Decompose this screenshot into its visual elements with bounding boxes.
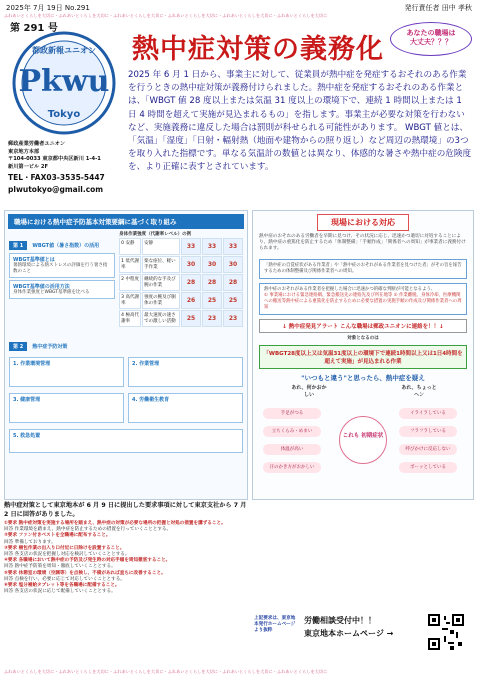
wbgt-usage-box xyxy=(9,280,115,299)
headline-section xyxy=(124,19,474,207)
bubble-line-2: 大丈夫？？？ xyxy=(410,38,452,46)
consult-line-2[interactable]: 東京地本ホームページ → xyxy=(304,629,394,638)
face-label: あれ、ちょっとヘン xyxy=(401,385,437,398)
logo-letters: Pkwu xyxy=(18,64,110,99)
usage-text: 身体作業強度とWBGT基準値を比べる xyxy=(13,290,90,295)
wbgt-text: 暑熱環境による熱ストレスの評価を行う暑さ指数のこと xyxy=(13,263,108,274)
target-conditions: 「WBGT28度以上又は気温31度以上の環境下で連続1時間以上又は1日4時間を超えて実施」が見込まれる作業 xyxy=(259,345,467,369)
faq-title: "いつもと違う"と思ったら、熱中症を疑え xyxy=(301,374,425,382)
org-branch: 東京地方本部 xyxy=(8,148,40,155)
union-logo xyxy=(12,31,116,135)
work-env-box: 1. 作業環境管理 xyxy=(9,357,124,387)
infographic-left xyxy=(4,210,248,500)
wbgt-definition-box xyxy=(9,253,115,278)
page-title: 熱中症対策の義務化 xyxy=(132,34,384,65)
symptom-diagram xyxy=(259,384,467,482)
union-alert: ↓ 熱中症発見アラート こんな職場は郵政ユニオンに連絡を！！↓ xyxy=(259,319,467,333)
row-desc: 強度の腕及び胴体の作業 xyxy=(142,292,180,309)
step2-title: 熱中症予防対策 xyxy=(32,344,68,350)
wbgt-heading: WBGT基準値とは xyxy=(13,257,55,263)
symptom-right: イライラしている xyxy=(399,408,457,419)
right-title: 現場における対応 xyxy=(317,214,409,231)
face-label: あれ、何かおかしい xyxy=(291,385,327,398)
infographic-left-header: 職場における熱中症予防基本対策要綱に基づく取り組み xyxy=(8,214,244,229)
email[interactable]: plwutokyo@gmail.com xyxy=(8,184,104,194)
issue-number: 第 291 号 xyxy=(10,23,58,34)
qr-code-icon[interactable] xyxy=(426,612,466,652)
box2 xyxy=(259,283,467,315)
step1-title: WBGT値（暑さ指数）の活用 xyxy=(32,243,100,249)
step1-tag: 第 1 xyxy=(9,241,27,250)
org-name: 郵政産業労働者ユニオン xyxy=(8,141,66,147)
row-level: 3 高代謝率 xyxy=(119,292,141,309)
consult-main xyxy=(304,614,393,640)
box2-text: 熱中症のおそれがある作業者を把握した場合に迅速かつ的確な判断が可能となるよう、 xyxy=(264,287,436,292)
symptom-left: 手足がつる xyxy=(263,408,321,419)
emergency-box: 5. 救急処置 xyxy=(9,429,243,453)
work-mgmt-box: 2. 作業管理 xyxy=(128,357,243,387)
right-intro: 熱中症のおそれのある労働者を早期に見つけ、その状況に応じ、迅速かつ適切に対処することにより、熱中症の重篤化を防止するため「体制整備」「手順作成」「関係者への周知」が事業者に義務付けられます。 xyxy=(259,234,466,251)
notes-intro: 熱中症対策として東京地本が 6 月 9 日に提出した要求事項に対して東京支社から 7 月 2 日に回答がありました。 xyxy=(4,502,247,518)
symptom-right: フラフラしている xyxy=(399,426,457,437)
row-level: 2 中程度 xyxy=(119,274,141,291)
row-desc: 最大速度の速さでの激しい活動 xyxy=(142,310,180,327)
usage-heading: WBGT基準値の活用方法 xyxy=(13,284,70,290)
row-desc: 安静 xyxy=(142,238,180,255)
step2-tag: 第 2 xyxy=(9,342,27,351)
row-level: 1 低代謝率 xyxy=(119,256,141,273)
box1 xyxy=(259,259,467,279)
labor-edu-box: 4. 労働衛生教育 xyxy=(128,393,243,423)
infographic-right xyxy=(252,210,474,500)
row-desc: 楽な座位、軽い手作業 xyxy=(142,256,180,273)
bubble-line-1: あなたの職場は xyxy=(406,29,456,37)
row-level: 4 極高代謝率 xyxy=(119,310,141,327)
health-box: 3. 健康管理 xyxy=(9,393,124,423)
row-level: 0 安静 xyxy=(119,238,141,255)
lead-text: 2025 年 6 月 1 日から、事業主に対して、従業員が熱中症を発症するおそれのある作業を行うときの熱中症対策が義務付けられました。熱中症を発症するおそれのある作業とは、「WBGT 値 28 度以上または気温 31 度以上の環境下で、連続 1 時間以上または 1 日 4 時間を超えて実施が見込まれるもの」を指します。事業主が必要な対策を行わないなど、実施義務に違反した場合は罰則が科せられる可能性があります。 WBGT 値とは、「気温」「湿度」「日射・輻射熱（地面や建物からの照り返し）など周辺の熱環境」の3つを取り入れた指標です。単なる気温計の数値とは異なり、体感的な暑さや熱中症の危険度を、より正確に表すとされています。 xyxy=(128,70,472,173)
table-head: 身体作業強度（代謝率レベル）の例 xyxy=(119,232,192,237)
symptom-right: 呼びかけに反応しない xyxy=(399,444,457,455)
tel-fax: TEL・FAX03-3535-5447 xyxy=(8,173,105,182)
symptom-center: これも 初期症状 xyxy=(339,416,387,464)
wbgt-table: 0 安静 安静 33 33 33 1 低代謝率 楽な座位、軽い手作業 30 30 30 2 中程度 継続的な手及び腕の作業 28 28 28 3 高代謝率 強度の腕及び胴体の作業 26 25 25 4 極高代謝率 最大速度の速さでの激しい活動 25 23 23 xyxy=(119,238,243,327)
decorative-banner-bottom: ふれあいとくらしを大切に・ふれあいとくらしを大切に・ふれあいとくらしを大切に・ふれあいとくらしを大切に・ふれあいとくらしを大切に・ふれあいとくらしを大切に xyxy=(4,669,328,674)
org-info xyxy=(8,141,122,193)
decorative-banner-top: ふれあいとくらしを大切に・ふれあいとくらしを大切に・ふれあいとくらしを大切に・ふれあいとくらしを大切に・ふれあいとくらしを大切に・ふれあいとくらしを大切に xyxy=(4,13,328,18)
target-label: 対象となるのは xyxy=(347,336,379,341)
row-desc: 継続的な手及び腕の作業 xyxy=(142,274,180,291)
top-meta xyxy=(6,3,472,13)
box2-red: ① 事業場における緊急連絡網、緊急搬送先の連絡先及び所在地等 ② 作業離脱、身体冷却、医療機関への搬送等熱中症による重篤化を防止するために必要な措置の実施手順の作成及び関係作業者への周知 xyxy=(264,293,462,310)
consult-line-1: 労働相談受付中！！ xyxy=(304,616,376,625)
symptom-left: 汗のかき方がおかしい xyxy=(263,462,321,473)
masthead xyxy=(4,19,122,207)
logo-sub: Tokyo xyxy=(47,109,81,120)
issue-date: 2025年 7月 19日 No.291 xyxy=(6,4,90,12)
symptom-left: 体温が高い xyxy=(263,444,321,455)
address-line-2: 新川第一ビル 2F xyxy=(8,163,49,170)
demands-and-answers: 熱中症対策として東京地本が 6 月 9 日に提出した要求事項に対して東京支社から 7 月 2 日に回答がありました。 ①要求 熱中症対策を実施する場所を踏まえ、熱中症の対策が必要な場所の把握と対処の措置を講ずること。 回答 作業環境を踏まえ、熱中症を防止するための措置を行っていくこととする。 ②要求 ファン付きベストを全職場に配布すること。 回答 準備しております。 ③要求 梱包作業の出入り口付近に日除けを設置すること。 回答 各支店の状況を把握し対応を検討していくこととする。 ④要求 各職場において熱中症の予防及び発生時の対応手順を周知徹底すること。 回答 熱中症予防策を周知・徹底していくこととする。 ⑤要求 休憩室の環境（空調等）を点検し、不備があれば直ちに改善すること。 回答 点検を行い、必要に応じて対応していくこととする。 ⑥要求 塩分補給タブレット等を各職場に配備すること。 回答 各支店の状況に応じて配備していくこととする。 xyxy=(4,502,252,662)
consult-section xyxy=(252,610,474,660)
logo-arc-text: 都政新報ユニオン xyxy=(32,46,96,55)
consult-small: 上記要求は、東京地本発行ホームページより抜粋 xyxy=(254,616,296,634)
address-line-1: 〒104-0033 東京都中央区新川 1-4-1 xyxy=(8,156,101,162)
publisher: 発行責任者 田中 孝秋 xyxy=(404,4,472,12)
box1-text: 「熱中症の自覚症状がある作業者」や「熱中症のおそれがある作業者を見つけた者」がその旨を報告するための体制整備及び関係作業者への周知。 xyxy=(264,263,462,274)
symptom-right: ボーッとしている xyxy=(399,462,457,473)
speech-bubble xyxy=(390,22,472,56)
symptom-left: 立ちくらみ・めまい xyxy=(263,426,321,437)
